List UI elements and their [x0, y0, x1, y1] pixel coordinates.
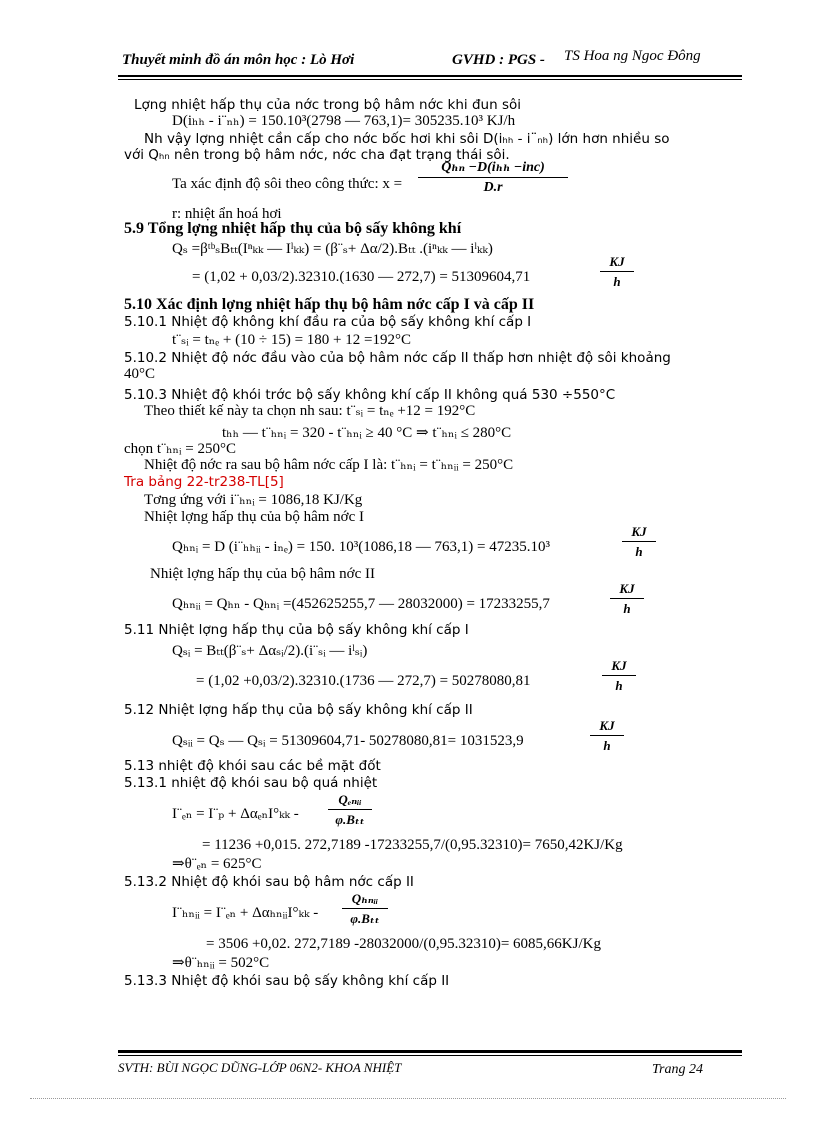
- header-rule-thin: [118, 79, 742, 80]
- text-line: 5.10.3 Nhiệt độ khói trớc bộ sấy không khí cấp II không quá 530 ÷550°C: [124, 387, 616, 403]
- page-footer: [118, 1058, 742, 1082]
- header-rule: [118, 75, 742, 77]
- section-heading-5-9: 5.9 Tổng lợng nhiệt hấp thụ của bộ sấy không khí: [124, 220, 462, 237]
- text-line: Nh vậy lợng nhiệt cần cấp cho nớc bốc hơi khi sôi D(iₕₕ - i¨ₙₕ) lớn hơn nhiều so: [144, 131, 670, 147]
- text-line: r: nhiệt ẩn hoá hơi: [172, 206, 282, 222]
- result-line: ⇒θ¨ₕₙᵢᵢ = 502°C: [172, 955, 270, 971]
- formula-line: = (1,02 +0,03/2).32310.(1736 — 272,7) = 50278080,81: [196, 673, 531, 689]
- result-line: ⇒θ¨ₑₙ = 625°C: [172, 856, 262, 872]
- formula-line: Qₛ =βᵗᵇₛBₜₜ(Iⁿₖₖ — Iˡₖₖ) = (β¨ₛ+ Δα/2).Bₜₜ .(iⁿₖₖ — iˡₖₖ): [172, 241, 493, 257]
- formula-line: tₕₕ — t¨ₕₙᵢ = 320 - t¨ₕₙᵢ ≥ 40 °C ⇒ t¨ₕₙᵢ ≤ 280°C: [222, 425, 512, 441]
- text-line: 5.13 nhiệt độ khói sau các bề mặt đốt: [124, 758, 381, 774]
- formula-line: I¨ₑₙ = I¨ₚ + ΔαₑₙI°ₖₖ -: [172, 806, 299, 822]
- formula-line: Qₕₙᵢ = D (i¨ₕₕᵢᵢ - iₙₑ) = 150. 10³(1086,18 — 763,1) = 47235.10³: [172, 539, 550, 555]
- footer-rule: [118, 1050, 742, 1053]
- text-line: chọn t¨ₕₙᵢ = 250°C: [124, 441, 236, 457]
- vaporization-fraction: [418, 160, 568, 195]
- formula-line: I¨ₕₙᵢᵢ = I¨ₑₙ + ΔαₕₙᵢᵢI°ₖₖ -: [172, 905, 319, 921]
- text-line: 5.10.1 Nhiệt độ không khí đầu ra của bộ sấy không khí cấp I: [124, 314, 532, 330]
- formula-line: t¨ₛᵢ = tₙₑ + (10 ÷ 15) = 180 + 12 =192°C: [172, 332, 411, 348]
- text-line: với Qₕₙ nên trong bộ hâm nớc, nớc cha đạt trạng thái sôi.: [124, 147, 510, 163]
- footer-author: SVTH: BÙI NGỌC DŨNG-LỚP 06N2- KHOA NHIỆT: [118, 1060, 402, 1075]
- text-line: 5.12 Nhiệt lợng hấp thụ của bộ sấy không khí cấp II: [124, 702, 473, 718]
- unit-fraction: KJ h: [610, 581, 644, 616]
- table-reference: Tra bảng 22-tr238-TL[5]: [124, 474, 284, 490]
- formula-line: D(iₕₕ - i¨ₙₕ) = 150.10³(2798 — 763,1)= 305235.10³ KJ/h: [172, 113, 516, 129]
- text-line: 5.13.1 nhiệt độ khói sau bộ quá nhiệt: [124, 775, 378, 791]
- text-line: 5.13.2 Nhiệt độ khói sau bộ hâm nớc cấp II: [124, 874, 414, 890]
- formula-line: Qₕₙᵢᵢ = Qₕₙ - Qₕₙᵢ =(452625255,7 — 28032000) = 17233255,7: [172, 596, 550, 612]
- page-header: [122, 48, 742, 76]
- header-gvhd: GVHD : PGS -: [452, 52, 545, 68]
- fraction-numerator: Qₕₙ −D(iₕₕ −inc): [441, 160, 545, 175]
- page-number: Trang 24: [652, 1062, 703, 1077]
- unit-fraction: KJ h: [600, 254, 634, 289]
- text-line: Nhiệt lợng hấp thụ của bộ hâm nớc II: [150, 566, 375, 582]
- formula-line: = 11236 +0,015. 272,7189 -17233255,7/(0,95.32310)= 7650,42KJ/Kg: [202, 837, 623, 853]
- text-line: Nhiệt độ nớc ra sau bộ hâm nớc cấp I là: t¨ₕₙᵢ = t¨ₕₙᵢᵢ = 250°C: [144, 457, 514, 473]
- text-line: 5.10.2 Nhiệt độ nớc đầu vào của bộ hâm nớc cấp II thấp hơn nhiệt độ sôi khoảng: [124, 350, 671, 366]
- text-line: 5.11 Nhiệt lợng hấp thụ của bộ sấy không khí cấp I: [124, 622, 469, 638]
- footer-rule-thin: [118, 1055, 742, 1056]
- fraction-denominator: D.r: [483, 180, 503, 195]
- page-edge-dotted: [30, 1098, 786, 1099]
- unit-fraction: KJ h: [590, 718, 624, 753]
- text-line: Lợng nhiệt hấp thụ của nớc trong bộ hâm nớc khi đun sôi: [134, 97, 521, 113]
- formula-line: Qₛᵢᵢ = Qₛ — Qₛᵢ = 51309604,71- 50278080,81= 1031523,9: [172, 733, 524, 749]
- text-line: 5.13.3 Nhiệt độ khói sau bộ sấy không khí cấp II: [124, 973, 450, 989]
- formula-line: = 3506 +0,02. 272,7189 -28032000/(0,95.32310)= 6085,66KJ/Kg: [206, 936, 601, 952]
- flue-gas-fraction: Qₑₙᵢᵢ φ.Bₜₜ: [328, 792, 372, 827]
- formula-line: Qₛᵢ = Bₜₜ(β¨ₛ+ Δαₛᵢ/2).(i¨ₛᵢ — iˡₛᵢ): [172, 643, 368, 659]
- header-title: Thuyết minh đồ án môn học : Lò Hơi: [122, 52, 355, 68]
- text-line: 40°C: [124, 366, 156, 382]
- unit-fraction: KJ h: [602, 658, 636, 693]
- section-heading-5-10: 5.10 Xác định lợng nhiệt hấp thụ bộ hâm nớc cấp I và cấp II: [124, 296, 535, 313]
- flue-gas-fraction: Qₕₙᵢᵢ φ.Bₜₜ: [342, 891, 388, 926]
- formula-line: Ta xác định độ sôi theo công thức: x =: [172, 176, 403, 192]
- formula-line: = (1,02 + 0,03/2).32310.(1630 — 272,7) = 51309604,71: [192, 269, 531, 285]
- unit-fraction: KJ h: [622, 524, 656, 559]
- text-line: Tơng ứng với i¨ₕₙᵢ = 1086,18 KJ/Kg: [144, 492, 363, 508]
- header-advisor: TS Hoa ng Ngoc Đông: [564, 48, 701, 64]
- text-line: Nhiệt lợng hấp thụ của bộ hâm nớc I: [144, 509, 364, 525]
- text-line: Theo thiết kế này ta chọn nh sau: t¨ₛᵢ = tₙₑ +12 = 192°C: [144, 403, 476, 419]
